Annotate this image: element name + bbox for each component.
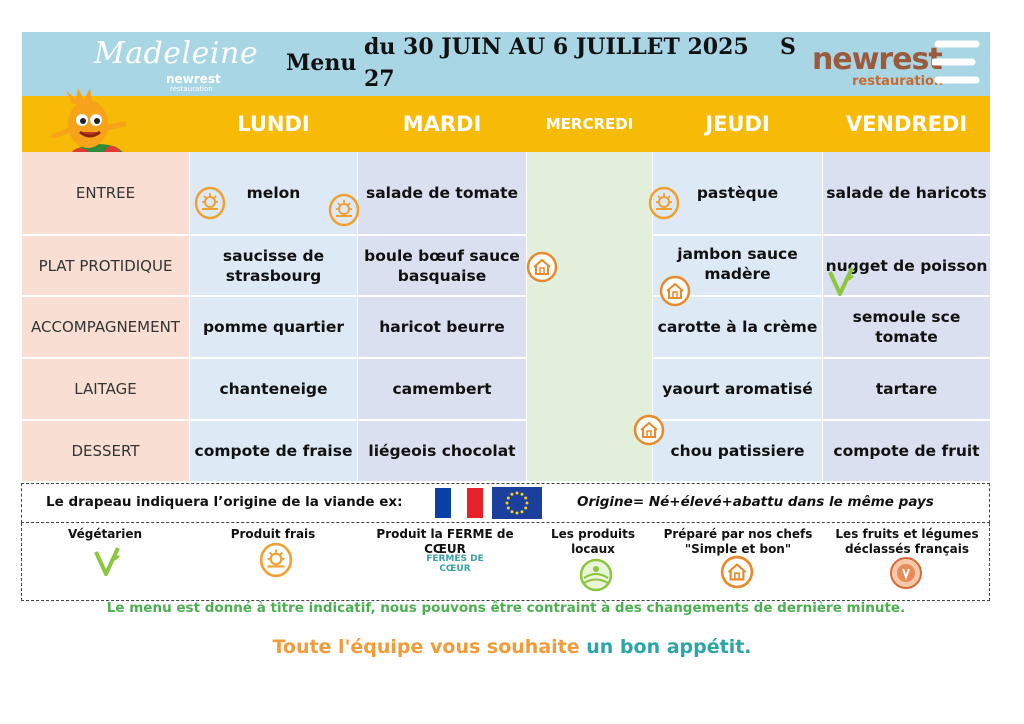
- ferme-coeur-logo: FERMES DE CŒUR: [426, 554, 484, 574]
- menu-title-week: 27: [364, 66, 395, 92]
- day-vendredi: VENDREDI: [845, 112, 968, 136]
- dish: compote de fruit: [833, 442, 980, 460]
- week-letter: S: [780, 34, 796, 60]
- dish: nugget de poisson: [825, 256, 988, 275]
- newrest-logo-sub: restauration: [852, 74, 944, 89]
- bon-appetit: [0, 636, 1024, 658]
- newrest-logo: newrest: [812, 42, 942, 77]
- cell-vendredi-entree: [823, 152, 990, 234]
- day-lundi: LUNDI: [237, 112, 310, 136]
- sun-fresh-icon: [259, 541, 293, 579]
- cell-mardi-plat: [358, 236, 526, 295]
- dish: melon: [246, 184, 301, 202]
- legend-label-ferme-coeur: Produit la FERME de CŒUR: [376, 527, 514, 556]
- cell-mardi-entree: [358, 152, 526, 234]
- local-field-icon: [578, 558, 614, 592]
- day-mardi: MARDI: [402, 112, 482, 136]
- dish: semoule sce tomate: [852, 308, 961, 346]
- french-flag-icon: [435, 488, 483, 518]
- dish: jambon sauce madère: [677, 245, 798, 283]
- dish: pastèque: [696, 184, 779, 202]
- cell-lundi-accompagnement: [190, 297, 357, 357]
- menu-title-dates: du 30 JUIN AU 6 JUILLET 2025: [364, 34, 749, 60]
- row-label-plat: PLAT PROTIDIQUE: [22, 236, 189, 295]
- cell-vendredi-laitage: [823, 359, 990, 419]
- cell-mardi-laitage: [358, 359, 526, 419]
- dish: camembert: [392, 380, 492, 398]
- newrest-lines-icon: [932, 36, 982, 88]
- legend-label-prepare-chefs: Préparé par nos chefs "Simple et bon": [663, 527, 813, 556]
- cell-lundi-laitage: [190, 359, 357, 419]
- dish: boule bœuf sauce basquaise: [364, 246, 520, 285]
- flag-text: Le drapeau indiquera l’origine de la viande ex:: [46, 494, 403, 510]
- cell-vendredi-accompagnement: [823, 297, 990, 357]
- day-mercredi: MERCREDI: [545, 115, 634, 133]
- legend-label-produits-locaux: Les produits locaux: [551, 527, 635, 556]
- cell-jeudi-dessert: [653, 421, 822, 481]
- appetit-part2: un bon appétit.: [586, 636, 752, 658]
- dish: haricot beurre: [379, 318, 505, 336]
- row-label-entree: ENTREE: [22, 152, 189, 234]
- sun-fresh-icon: [194, 186, 226, 220]
- cell-mardi-accompagnement: [358, 297, 526, 357]
- brand-name: Madeleine: [94, 36, 259, 71]
- dish: salade de haricots: [826, 184, 987, 202]
- legend-label-produit-frais: Produit frais: [230, 527, 316, 541]
- brand-sub2: restauration: [170, 85, 213, 93]
- vegetarian-v-icon: [826, 264, 858, 298]
- cell-jeudi-laitage: [653, 359, 822, 419]
- origin-text: Origine= Né+élevé+abattu dans le même pays: [577, 494, 934, 510]
- day-jeudi: JEUDI: [705, 112, 770, 136]
- sun-fresh-icon: [648, 186, 680, 220]
- home-chef-icon: [659, 275, 691, 307]
- dish: chou patissiere: [670, 442, 805, 460]
- dish: saucisse de strasbourg: [222, 246, 325, 285]
- dish: compote de fraise: [194, 442, 353, 460]
- home-chef-icon: [633, 414, 665, 446]
- menu-word: Menu: [286, 50, 357, 76]
- home-chef-icon: [526, 251, 558, 283]
- sun-fresh-icon: [328, 192, 360, 228]
- cell-lundi-plat: [190, 236, 357, 295]
- dish: liégeois chocolat: [368, 442, 516, 460]
- row-label-laitage: LAITAGE: [22, 359, 189, 419]
- row-label-dessert: DESSERT: [22, 421, 189, 481]
- dish: chanteneige: [219, 380, 328, 398]
- eu-flag-icon: [492, 487, 542, 519]
- legend-label-vegetarien: Végétarien: [67, 527, 143, 541]
- cell-mardi-dessert: [358, 421, 526, 481]
- legend-label-fruits-declasses: Les fruits et légumes déclassés français: [835, 527, 979, 556]
- cell-lundi-dessert: [190, 421, 357, 481]
- home-chef-icon: [720, 555, 754, 589]
- dish: pomme quartier: [202, 318, 345, 336]
- row-label-accompagnement: ACCOMPAGNEMENT: [22, 297, 189, 357]
- cell-vendredi-dessert: [823, 421, 990, 481]
- ugly-fruit-badge-icon: [888, 556, 924, 590]
- dish: tartare: [875, 380, 938, 398]
- brand-sub: newrest: [166, 72, 221, 86]
- appetit-part1: Toute l'équipe vous souhaite: [272, 636, 580, 658]
- dish: salade de tomate: [365, 184, 519, 202]
- dish: carotte à la crème: [657, 318, 818, 336]
- dish: yaourt aromatisé: [662, 380, 813, 398]
- vegetarian-v-icon: [92, 543, 124, 579]
- disclaimer: Le menu est donné à titre indicatif, nous pouvons être contraint à des changements de dernière minute.: [106, 600, 906, 616]
